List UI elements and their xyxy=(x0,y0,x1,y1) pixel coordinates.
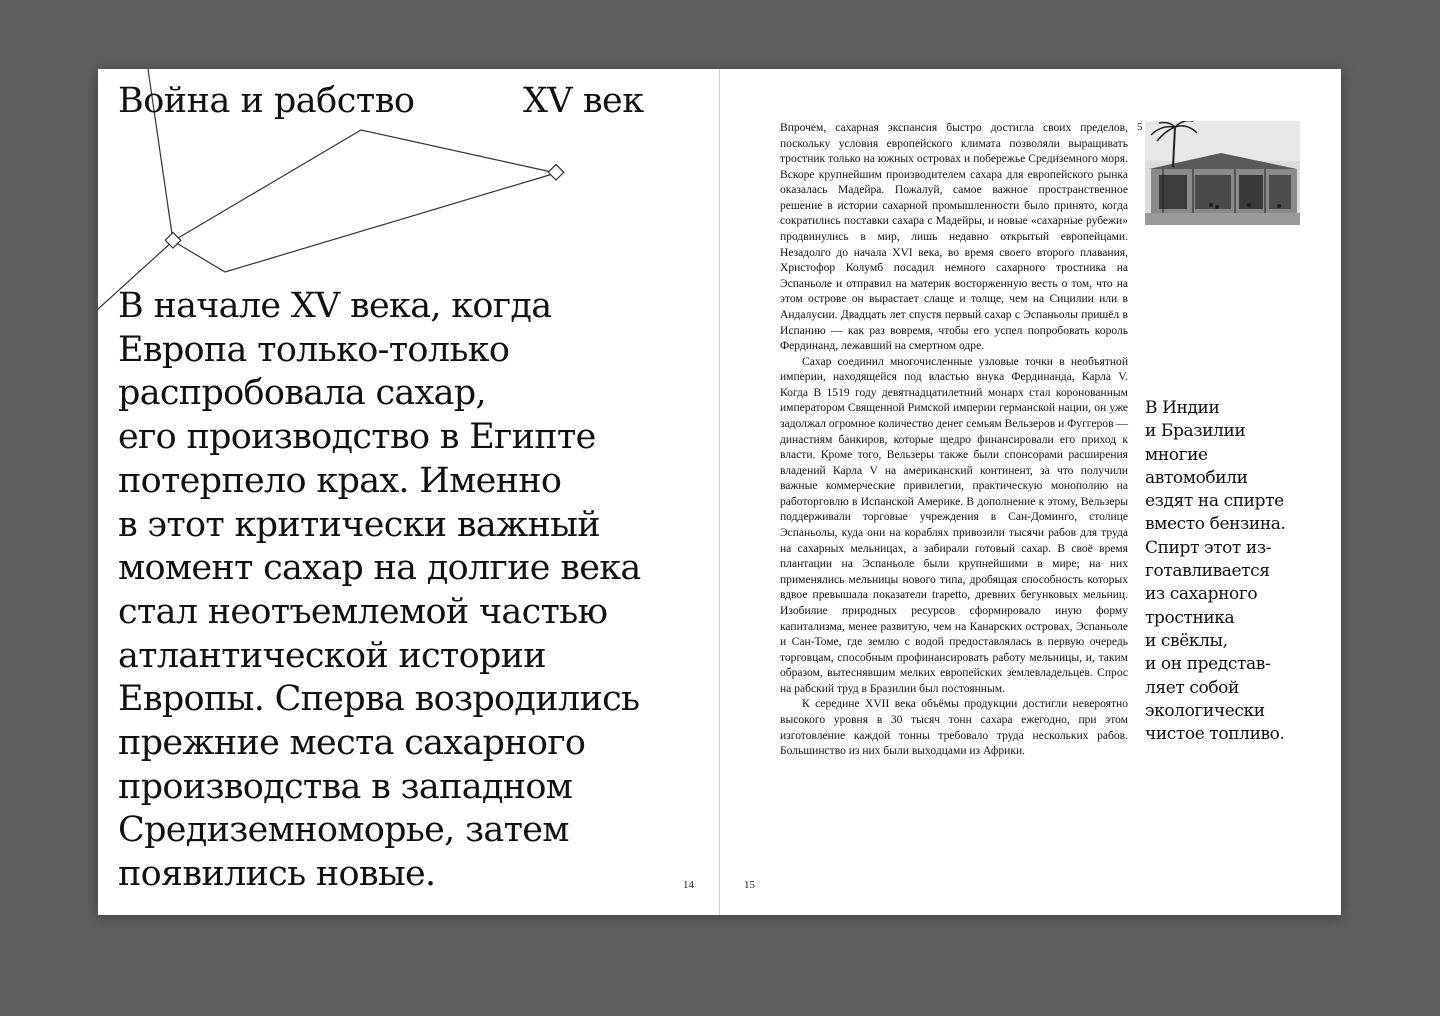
side-note-line: ездят на спирте xyxy=(1145,491,1284,512)
side-note-line: вместо бензина. xyxy=(1145,514,1286,535)
lead-line: прежние места сахарного xyxy=(118,723,586,764)
side-note-line: и Бразилии xyxy=(1145,421,1246,442)
side-note-line: готавливается xyxy=(1145,561,1270,582)
lead-line: момент сахар на долгие века xyxy=(118,548,641,589)
book-spread xyxy=(98,69,1341,915)
side-note-line: экологически xyxy=(1145,700,1265,721)
sugar-mill-illustration xyxy=(1145,121,1300,225)
engraving-image xyxy=(1145,121,1300,225)
chapter-title: Война и рабство xyxy=(118,81,415,121)
body-paragraph: К середине XVII века объёмы продукции достигли невероятно высокого уровня в 30 тысяч тонн сахара ежегодно, при этом изготовление каждой тонны требовало труда нескольких рабов. Большинство из них были выходцами из Африки. xyxy=(780,698,1128,758)
right-page xyxy=(720,69,1341,915)
side-note-line: из сахарного xyxy=(1145,584,1258,605)
diagram-route-lower xyxy=(173,173,556,272)
side-note-line: автомобили xyxy=(1145,467,1248,488)
side-note-line: Спирт этот из- xyxy=(1145,537,1272,558)
lead-line: Европа только-только xyxy=(118,329,510,370)
chapter-era: XV век xyxy=(523,81,644,121)
side-note-line: и он представ- xyxy=(1145,654,1271,675)
body-paragraph: Впрочем, сахарная экспансия быстро достигла своих пределов, поскольку условия европейского климата позволяли выращивать тростник только на южных островах и побережье Средиземного моря. Вскоре крупнейшим производителем сахара для европейского рынка оказалась Мадейра. Пожалуй, самое важное пространственное решение в истории сахарной промышленности было принято, когда сократились поставки сахара с Мадейры, и новые «сахарные рубежи» продвинулись в мир, лишь недавно открытый европейцами. Незадолго до начала XVI века, во время своего второго плавания, Христофор Колумб посадил немного сахарного тростника на Эспаньоле и отправил на материк восторженную весть о том, что на этом острове он вырастает слаще и толще, чем на Сицилии или в Андалусии. Двадцать лет спустя первый сахар с Эспаньолы пришёл в Испанию — как раз вовремя, чтобы его успел попробовать король Фердинанд, лежавший на смертном одре. xyxy=(780,122,1128,353)
side-note-line: и свёклы, xyxy=(1145,630,1228,651)
lead-line: потерпело крах. Именно xyxy=(118,460,562,501)
lead-line: Европы. Сперва возродились xyxy=(118,679,640,720)
lead-line: появились новые. xyxy=(118,854,436,895)
page-number-right: 15 xyxy=(744,879,755,891)
side-note-line: В Индии xyxy=(1145,398,1220,418)
side-note-line: ляет собой xyxy=(1145,677,1239,698)
left-page xyxy=(98,69,719,915)
lead-line: стал неотъемлемой частью xyxy=(118,591,608,632)
footnote-marker: 5 xyxy=(1137,121,1143,133)
lead-line: в этот критически важный xyxy=(118,504,600,545)
lead-paragraph xyxy=(118,285,678,897)
body-text xyxy=(780,121,1128,760)
side-note-line: многие xyxy=(1145,444,1208,465)
page-number-left: 14 xyxy=(683,879,694,891)
lead-line: его производство в Египте xyxy=(118,417,596,458)
lead-line: атлантической истории xyxy=(118,635,546,676)
side-note-line: чистое топливо. xyxy=(1145,724,1285,745)
lead-line: Средиземноморье, затем xyxy=(118,810,569,851)
lead-line: производства в западном xyxy=(118,766,573,807)
side-note-line: тростника xyxy=(1145,607,1235,628)
side-note xyxy=(1145,397,1325,746)
body-paragraph: Сахар соединил многочисленные узловые точки в необъятной империи, находящейся под властью внука Фердинанда, Карла V. Когда В 1519 году девятнадцатилетний монарх стал коронованным императором Священной Римской империи германской нации, он уже задолжал огромное количество денег семьям Вельзеров и Фуггеров — династиям банкиров, которые щедро финансировали его приход к власти. Кроме того, Вельзеры также были спонсорами расширения владений Карла V на американский континент, за что получили важные коммерческие привилегии, практическую монополию на работорговлю в Испанской Америке. В дополнение к этому, Вельзеры поддерживали торговые учреждения в Сан-Доминго, столице Эспаньолы, куда они на кораблях привозили тысячи рабов для труда на сахарных мельницах, а забирали готовый сахар. В своё время плантации на Эспаньоле были крупнейшими в мире; на них применялись мельницы нового типа, дробящая способность которых вдвое превышала показатели trapetto, древних бегунковых мельниц. Изобилие природных ресурсов сформировало иную форму капитализма, менее развитую, чем на Канарских островах, Эспаньоле и Сан-Томе, где землю с водой предоставлялась в первую очередь торговцам, способным профинансировать работу мельницы, и, таким образом, вытеснявшим мелких европейских землевладельцев. Спрос на рабский труд в Бразилии был постоянным. xyxy=(780,355,1128,695)
diagram-route-upper xyxy=(173,130,556,241)
lead-line: распробовала сахар, xyxy=(118,373,486,414)
diagram-node xyxy=(548,165,564,181)
lead-line: В начале XV века, когда xyxy=(118,286,552,326)
